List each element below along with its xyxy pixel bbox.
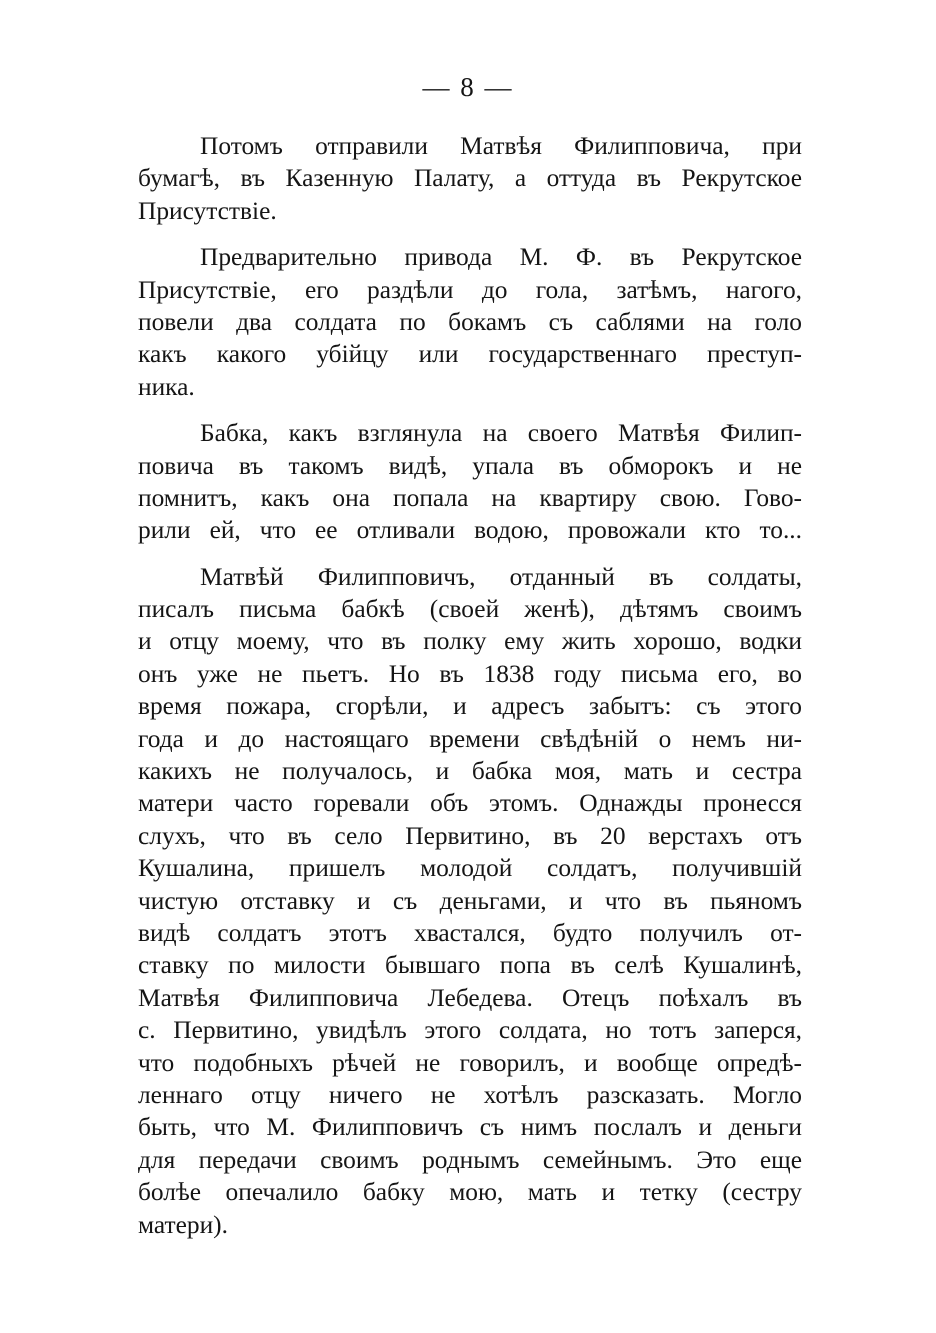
- text-line: чистую отставку и съ деньгами, и что въ пьяномъ: [138, 886, 802, 915]
- text-line: какихъ не получалось, и бабка моя, мать и сестра: [138, 757, 802, 786]
- text-line: слухъ, что въ село Первитино, въ 20 верстахъ отъ: [138, 821, 802, 850]
- text-line: Предварительно привода М. Ф. въ Рекрутское: [200, 243, 802, 272]
- text-line: Присутствіе, его раздѣли до гола, затѣмъ, нагого,: [138, 275, 802, 304]
- paragraph: [138, 130, 802, 227]
- text-line: и отцу моему, что въ полку ему жить хорошо, водки: [138, 627, 802, 656]
- text-line: Кушалина, пришелъ молодой солдатъ, получившій: [138, 854, 802, 883]
- text-line: года и до настоящаго времени свѣдѣній о немъ ни-: [138, 724, 802, 753]
- text-line: онъ уже не пьетъ. Но въ 1838 году письма его, во: [138, 659, 802, 688]
- body-text: [138, 130, 802, 1255]
- text-line: матери).: [138, 1210, 228, 1239]
- text-line: время пожара, сгорѣли, и адресъ забытъ: съ этого: [138, 692, 802, 721]
- text-line: видѣ солдатъ этотъ хвастался, будто получилъ от-: [138, 918, 802, 947]
- text-line: помнитъ, какъ она попала на квартиру свою. Гово-: [138, 483, 802, 512]
- text-line: бумагѣ, въ Казенную Палату, а оттуда въ Рекрутское: [138, 164, 802, 193]
- text-line: ставку по милости бывшаго попа въ селѣ Кушалинѣ,: [138, 951, 802, 980]
- text-line: для передачи своимъ роднымъ семейнымъ. Это еще: [138, 1145, 802, 1174]
- text-line: Матвѣя Филипповича Лебедева. Отецъ поѣхалъ въ: [138, 983, 802, 1012]
- text-line: писалъ письма бабкѣ (своей женѣ), дѣтямъ своимъ: [138, 595, 802, 624]
- paragraph: [138, 417, 802, 547]
- text-line: ника.: [138, 372, 195, 401]
- paragraph: [138, 241, 802, 403]
- text-line: с. Первитино, увидѣлъ этого солдата, но тотъ заперся,: [138, 1016, 802, 1045]
- paragraph: [138, 561, 802, 1241]
- text-line: быть, что М. Филипповичъ съ нимъ послалъ и деньги: [138, 1113, 802, 1142]
- text-line: Бабка, какъ взглянула на своего Матвѣя Филип-: [200, 419, 802, 448]
- text-line: Присутствіе.: [138, 196, 277, 225]
- text-line: повича въ такомъ видѣ, упала въ обморокъ и не: [138, 451, 802, 480]
- text-line: что подобныхъ рѣчей не говорилъ, и вообще опредѣ-: [138, 1048, 802, 1077]
- text-line: матери часто горевали объ этомъ. Однажды пронесся: [138, 789, 802, 818]
- text-line: болѣе опечалило бабку мою, мать и тетку (сестру: [138, 1178, 802, 1207]
- text-line: повели два солдата по бокамъ съ саблями на голо: [138, 307, 802, 336]
- text-line: рили ей, что ее отливали водою, провожали кто то...: [138, 516, 802, 545]
- text-line: Потомъ отправили Матвѣя Филипповича, при: [200, 132, 802, 160]
- text-line: Матвѣй Филипповичъ, отданный въ солдаты,: [200, 562, 802, 591]
- text-line: какъ какого убійцу или государственнаго преступ-: [138, 340, 802, 369]
- text-line: леннаго отцу ничего не хотѣлъ разсказать. Могло: [138, 1080, 802, 1109]
- page-number: — 8 —: [422, 72, 514, 102]
